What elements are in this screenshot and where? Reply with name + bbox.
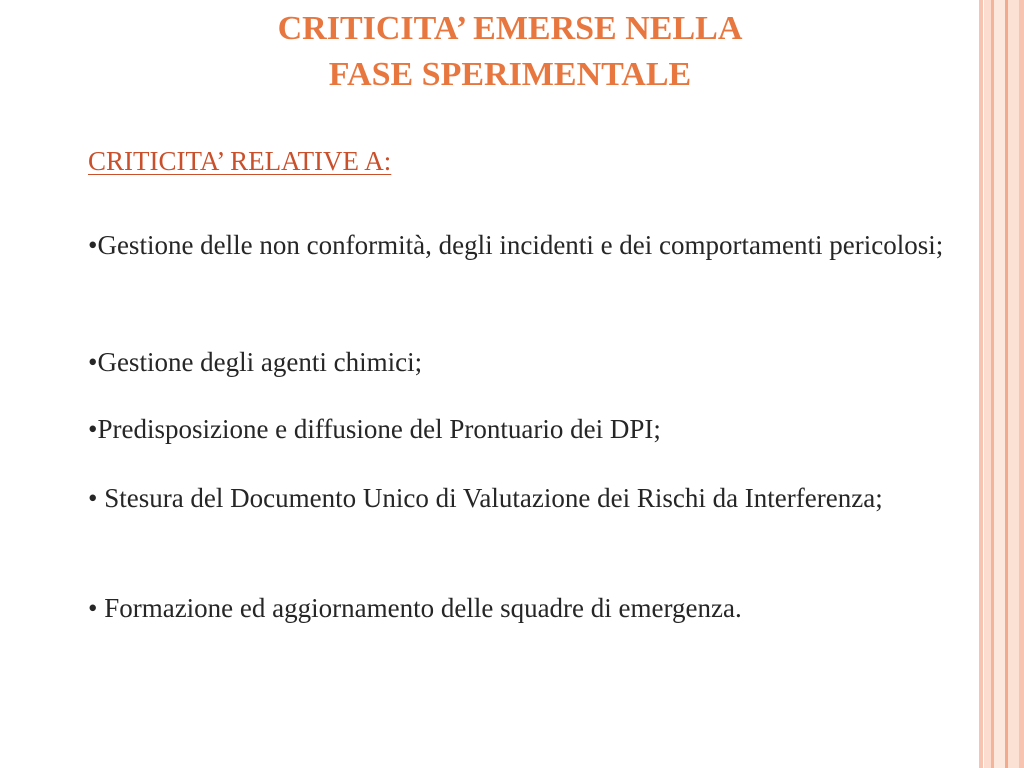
bullet-item: •Gestione degli agenti chimici; xyxy=(88,347,423,377)
decorative-stripe xyxy=(1008,0,1019,768)
decorative-stripe xyxy=(984,0,991,768)
slide-title xyxy=(160,6,860,98)
bullet-item: • Formazione ed aggiornamento delle squadre di emergenza. xyxy=(88,593,742,623)
slide-title-line-2: FASE SPERIMENTALE xyxy=(328,56,692,93)
decorative-stripe xyxy=(979,0,983,768)
section-subtitle: CRITICITA’ RELATIVE A: xyxy=(88,146,392,176)
bullet-item: •Predisposizione e diffusione del Prontuario dei DPI; xyxy=(88,414,661,444)
decorative-stripe xyxy=(994,0,1005,768)
bullet-item: •Gestione delle non conformità, degli incidenti e dei comportamenti pericolosi; xyxy=(88,230,944,260)
decorative-stripe xyxy=(1019,0,1024,768)
bullet-item: • Stesura del Documento Unico di Valutazione dei Rischi da Interferenza; xyxy=(88,483,883,513)
slide-title-line-1: CRITICITA’ EMERSE NELLA xyxy=(277,10,743,47)
